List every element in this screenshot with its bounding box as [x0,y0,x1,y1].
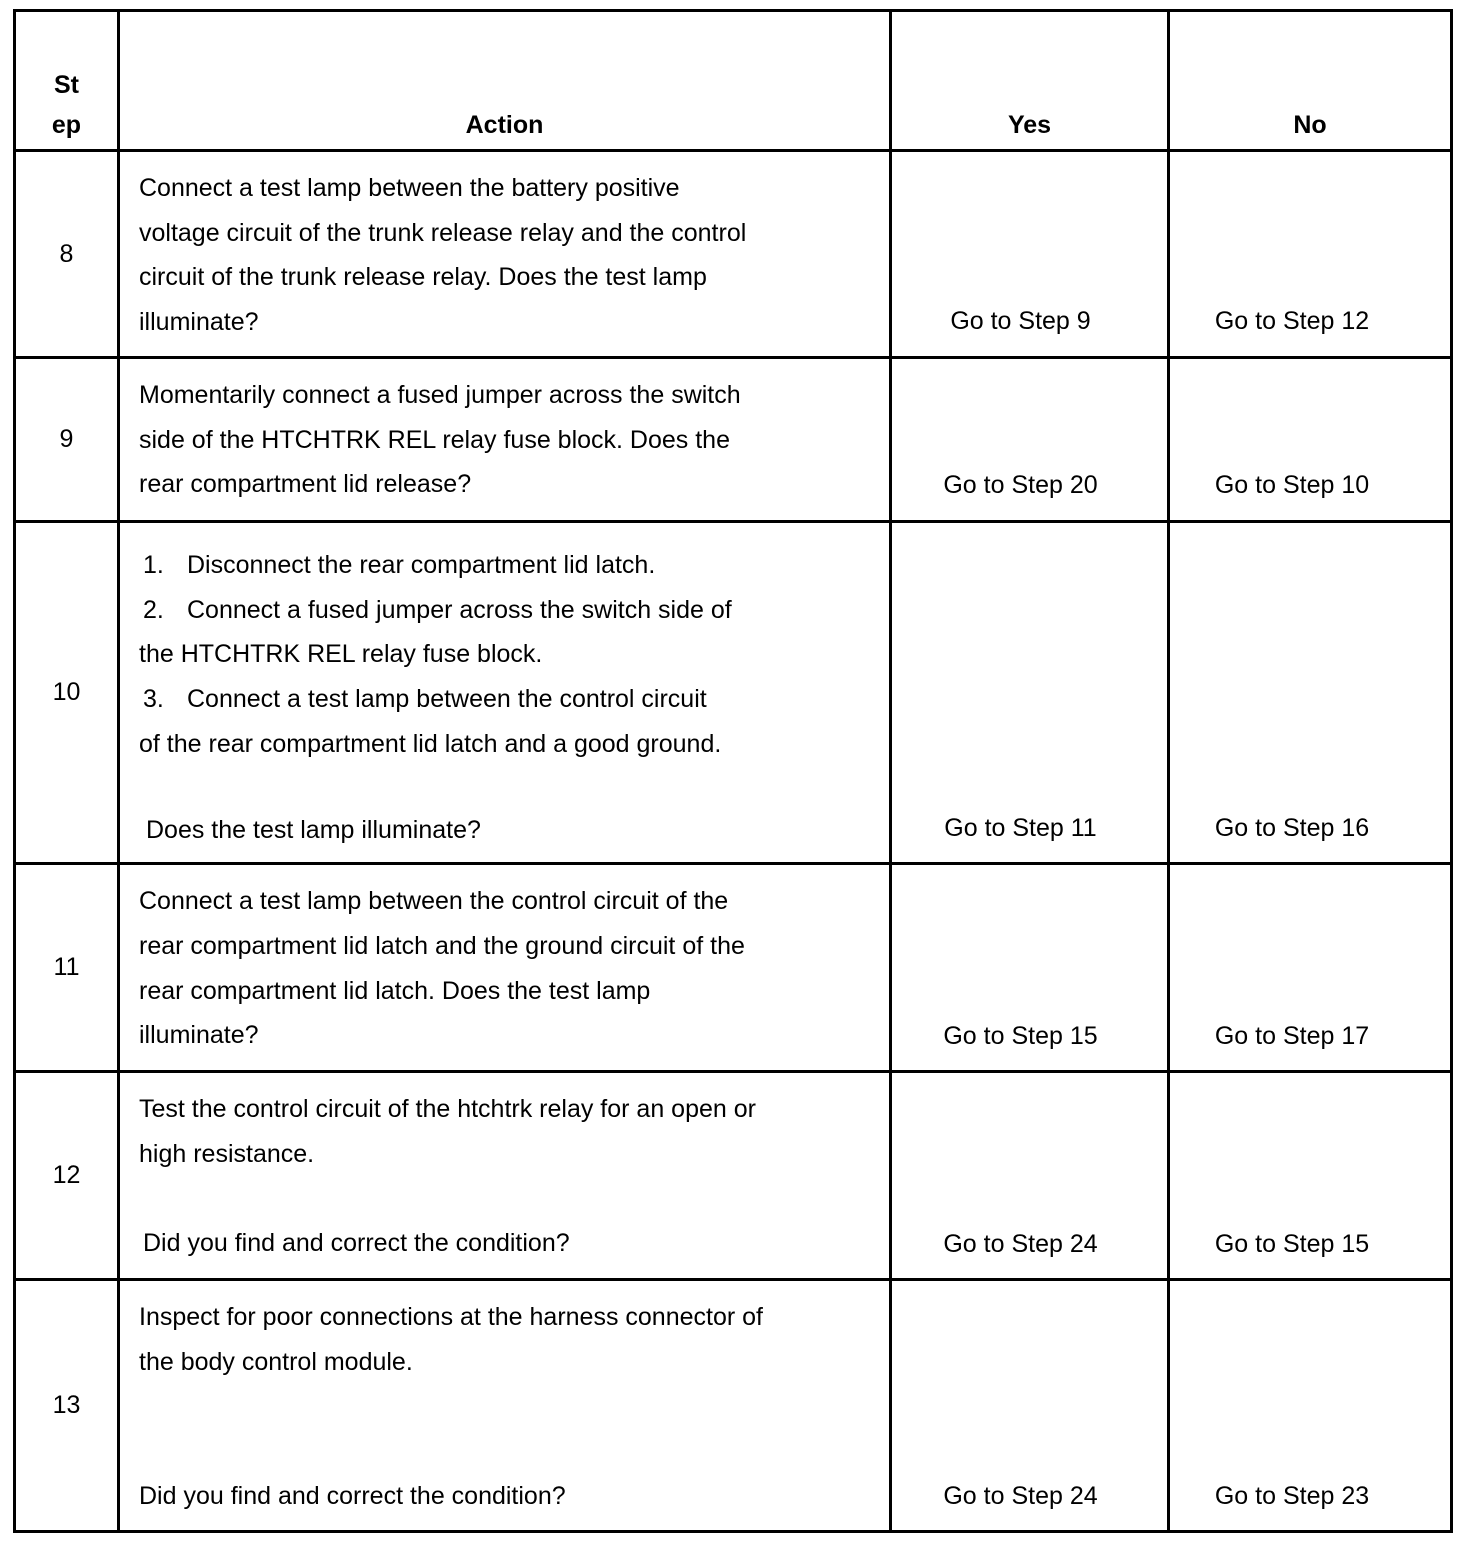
yes-cell: Go to Step 20 [891,358,1169,522]
yes-cell: Go to Step 15 [891,864,1169,1072]
header-no: No [1169,11,1452,151]
list-number: 3. [143,685,164,714]
table-row [15,522,1452,864]
action-line: Connect a test lamp between the control circuit of the [139,887,729,916]
action-line: the body control module. [139,1347,413,1376]
list-text: Connect a fused jumper across the switch side of [187,595,732,624]
yes-cell: Go to Step 9 [891,151,1169,358]
action-question: Did you find and correct the condition? [143,1228,570,1257]
action-line: illuminate? [139,1021,259,1050]
step-number: 10 [15,522,119,864]
list-text: Disconnect the rear compartment lid latch. [187,551,656,579]
action-line: illuminate? [139,308,259,337]
no-cell: Go to Step 15 [1169,1072,1452,1280]
header-action: Action [119,11,891,151]
step-number: 12 [15,1072,119,1280]
no-cell: Go to Step 12 [1169,151,1452,358]
yes-cell: Go to Step 24 [891,1072,1169,1280]
action-line: circuit of the trunk release relay. Does the test lamp [139,263,707,292]
action-line: rear compartment lid release? [139,470,472,499]
step-number: 13 [15,1280,119,1532]
no-cell: Go to Step 16 [1169,522,1452,864]
list-number: 1. [143,551,164,579]
action-line: high resistance. [139,1139,315,1168]
table-row [15,864,1452,1072]
action-list-item [139,677,869,722]
action-line: of the rear compartment lid latch and a good ground. [139,729,722,758]
step-number: 11 [15,864,119,1072]
header-step-line2: ep [51,111,82,139]
table-row [15,151,1452,358]
action-list-item [139,588,869,633]
yes-cell: Go to Step 11 [891,522,1169,864]
step-number: 8 [15,151,119,358]
action-line: Momentarily connect a fused jumper across the switch [139,381,741,409]
list-number: 2. [143,595,164,624]
no-cell: Go to Step 17 [1169,864,1452,1072]
action-line: voltage circuit of the trunk release relay and the control [139,218,747,247]
action-list-item [139,543,869,588]
no-cell: Go to Step 23 [1169,1280,1452,1532]
action-line: Connect a test lamp between the battery positive [139,174,680,202]
header-yes: Yes [891,11,1169,151]
table-row [15,1280,1452,1532]
action-line: Inspect for poor connections at the harness connector of [139,1303,763,1332]
list-text: Connect a test lamp between the control circuit [187,685,707,714]
action-line: rear compartment lid latch and the ground circuit of the [139,931,745,960]
table-row [15,1072,1452,1280]
action-cell [119,151,891,358]
action-question: Does the test lamp illuminate? [146,815,481,844]
action-cell [119,522,891,864]
spacer [139,1385,869,1474]
action-line: Test the control circuit of the htchtrk relay for an open or [139,1095,756,1124]
no-cell: Go to Step 10 [1169,358,1452,522]
action-question: Did you find and correct the condition? [139,1481,566,1510]
spacer [139,1177,869,1221]
header-step-line1: St [54,71,79,99]
action-cell [119,1072,891,1280]
yes-cell: Go to Step 24 [891,1280,1169,1532]
action-cell [119,864,891,1072]
spacer [139,767,869,808]
action-line: the HTCHTRK REL relay fuse block. [139,640,543,669]
action-cell [119,358,891,522]
table-row [15,358,1452,522]
diagnostic-table [13,9,1453,1533]
step-number: 9 [15,358,119,522]
action-cell [119,1280,891,1532]
header-step [15,11,119,151]
action-line: side of the HTCHTRK REL relay fuse block. Does the [139,425,730,454]
table-header-row [15,11,1452,151]
action-line: rear compartment lid latch. Does the test lamp [139,976,651,1005]
